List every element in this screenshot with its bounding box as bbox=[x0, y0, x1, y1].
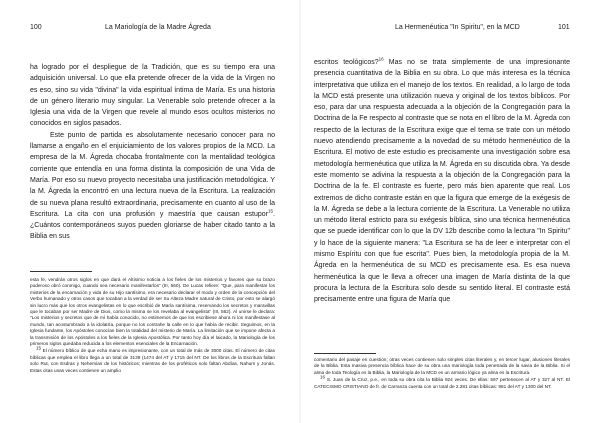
running-title: La Mariología de la Madre Ágreda bbox=[105, 24, 211, 31]
footnote: comentario del pasaje en cuestión; otras veces contienen solo simples citas literales y, en tercer lugar, alusiones literales de la Biblia. Esta masiva presencia bíblica hace de su obra una mariología toda penetrada de la savia de la Biblia. Si el alma de toda Teología es la Biblia, la Mariología de la MCD es un armario lógico ya alma es la Escritura. bbox=[314, 357, 570, 375]
footnote-rule bbox=[30, 271, 92, 272]
paragraph-text: . ¿Cuántos contemporáneos suyos pueden gloriarse de haber citado tanto a la Biblia en sus bbox=[30, 210, 275, 241]
right-page bbox=[300, 0, 600, 423]
footnote-number: 15 bbox=[36, 345, 42, 351]
footnote-mark: 15 bbox=[268, 208, 274, 214]
footnote-mark: 16 bbox=[378, 56, 384, 62]
footnote bbox=[314, 374, 570, 390]
footnotes bbox=[30, 277, 275, 374]
paragraph bbox=[30, 130, 275, 243]
body-text bbox=[314, 57, 570, 306]
running-title: La Hermenéutica "In Spiritu", en la MCD bbox=[395, 24, 520, 31]
paragraph bbox=[314, 57, 570, 306]
footnote bbox=[30, 345, 275, 374]
paragraph-text: Este punto de partida es absolutamente necesario conocer para no llamarse a engaño en el enjuiciamiento de los valores propios de la MCD. La empresa de la M. Ágreda chocaba frontalmente con la mentalidad teológica corriente que entendía en una forma distinta la composición de una Vida de María. Por eso su nuevo proyecto necesitaba una justificación metodológica. Y la M. Ágreda la encontró en una lectura nueva de la Escritura. La realización de su nueva plana resultó extraordinaria, precisamente en cuanto al uso de la Escritura. La cita con una profusión y maestría que causan estupor bbox=[30, 131, 275, 218]
footnote-text: S. Juan de la Cruz, p.e., en toda su obra cita la Biblia 924 veces. De ellas: 597 pertenecen al AT y 327 al NT. El CATECISMO CRISTIANO de fr. de Carranza cuenta con un total de 2.281 citas bíblicas: 981 del AT y 1300 del NT. bbox=[314, 377, 570, 389]
footnote-number: 16 bbox=[320, 374, 326, 380]
footnotes bbox=[314, 357, 570, 390]
footnote-text: El número bíblico de que echa mano es impresionante, con un total de más de 3000 citas. El número de citas bíblicas que emplea el libro llega a un total de 3139 (1474 del AT y 1715 del NT. De los libros de la Escritura faltan solo Rut, con Esdras y Nehemías de los históricos; mientras de los proféticos solo faltan Abdías, Nahum y Jonás. Estas citas unas veces contienen un amplio bbox=[30, 348, 275, 373]
paragraph-text: Mas no se trata simplemente de una impresionante presencia cuantitativa de la Biblia en su obra. Lo que más interesa es la técnica interpretativa que utiliza en el manejo de los textos. En realidad, a lo largo de toda la MCD está presente una utilización nueva y original de los textos bíblicos. Por eso, para dar una respuesta adecuada a la objeción de la Congregación para la Doctrina de la Fe respecto al contraste que se nota en el libro de la M. Ágreda con respecto de la lecturas de la Escritura exige que el tema se trate con un método nuevo atendiendo precisamente a la novedad de su método hermenéutico de la Escritura. El motivo de este estudio es precisamente una investigación sobre esa metodología hermenéutica que utiliza la M. Ágreda en su discutida obra. Ya desde este momento se adivina la respuesta a la objeción de la Congregación para la Doctrina de la fe. El contraste es fuerte, pero más bien aparente que real. Los extremos de dicho contraste están en que la figura que emerge de la exégesis de la M. Ágreda se debe a la lectura corriente de la Escritura. La Venerable no utiliza un método literal estricto para su exégesis bíblica, sino una técnica hermenéutica que se puede identificar con lo que la DV 12b describe como la lectura "In Spiritu" y lo hace de la siguiente manera: "La Escritura se ha de leer e interpretar con el mismo Espíritu con que fue escrita". Pues bien, la metodología propia de la M. Ágreda en la hermenéutica de su MCD es precisamente esa. Es esa nueva hermenéutica la que le lleva a ofrecer una imagen de María distinta de la que procura la lectura de la Escritura solo desde su sentido literal. El contraste está precisamente entre una figura de María que bbox=[314, 59, 570, 304]
page-number: 101 bbox=[558, 24, 570, 31]
paragraph: ha logrado por el despliegue de la Tradición, que es su tiempo era una adquisición universal. Lo que ella pretende ofrecer de la vida de la Virgen no es eso, sino su vida "divina" la vida espiritual íntima de María. Es una historia de un género literario muy singular. La Venerable solo pretende ofrecer a la Iglesia una vida de la Virgen que revele al mundo esos ocultos misterios no conocidos en siglos pasados. bbox=[30, 64, 275, 128]
paragraph-text: escritos teológicos? bbox=[314, 59, 379, 66]
footnote-rule bbox=[314, 353, 376, 354]
footnote: esta fe, vendrán otros siglos en que dará el Altísimo noticia a los fieles de los misterios y favores que su brazo poderoso obró conmigo, cuando sea necesario manifestarlos" (III, 560). De Lucas refiere: "Que, para manifestar los misterios de la encarnación y vida de su Hijo santísimo, era necesario declarar el modo y orden de la concepción del Verbo humanado y otros casos que tocaban a la verdad de ser Su Alteza Madre natural de Cristo, por esto se alargó sin lucro más que los otros evangelistas en lo que escribió de María santísima, reservando los secretos y maravillas que le tocaban por ser Madre de Dios, como la misma se los revelaba al evangelista" (III, 562). Al unirse le declara: "Los misterios y secretos que de mí había conocido, no estimemos de que los escribiese ahora ni los manifestase al mundo, tan acostumbrado a la idolatría, porque no los contrahe la calle en lo que había de recibir. Seguimos, en la Iglesia fundante, los Apóstoles conocían bien la totalidad del misterio de María. La limitación que se impone afecta a la transmisión de los Apóstoles a los fieles de la Iglesia Apostólica. Por tanto hoy día el laicado, la Mariología de los primeros siglos quedaba reducida a los elementos esenciales de la Encarnación. bbox=[30, 277, 275, 347]
body-text bbox=[30, 62, 275, 243]
page-number: 100 bbox=[30, 24, 42, 31]
